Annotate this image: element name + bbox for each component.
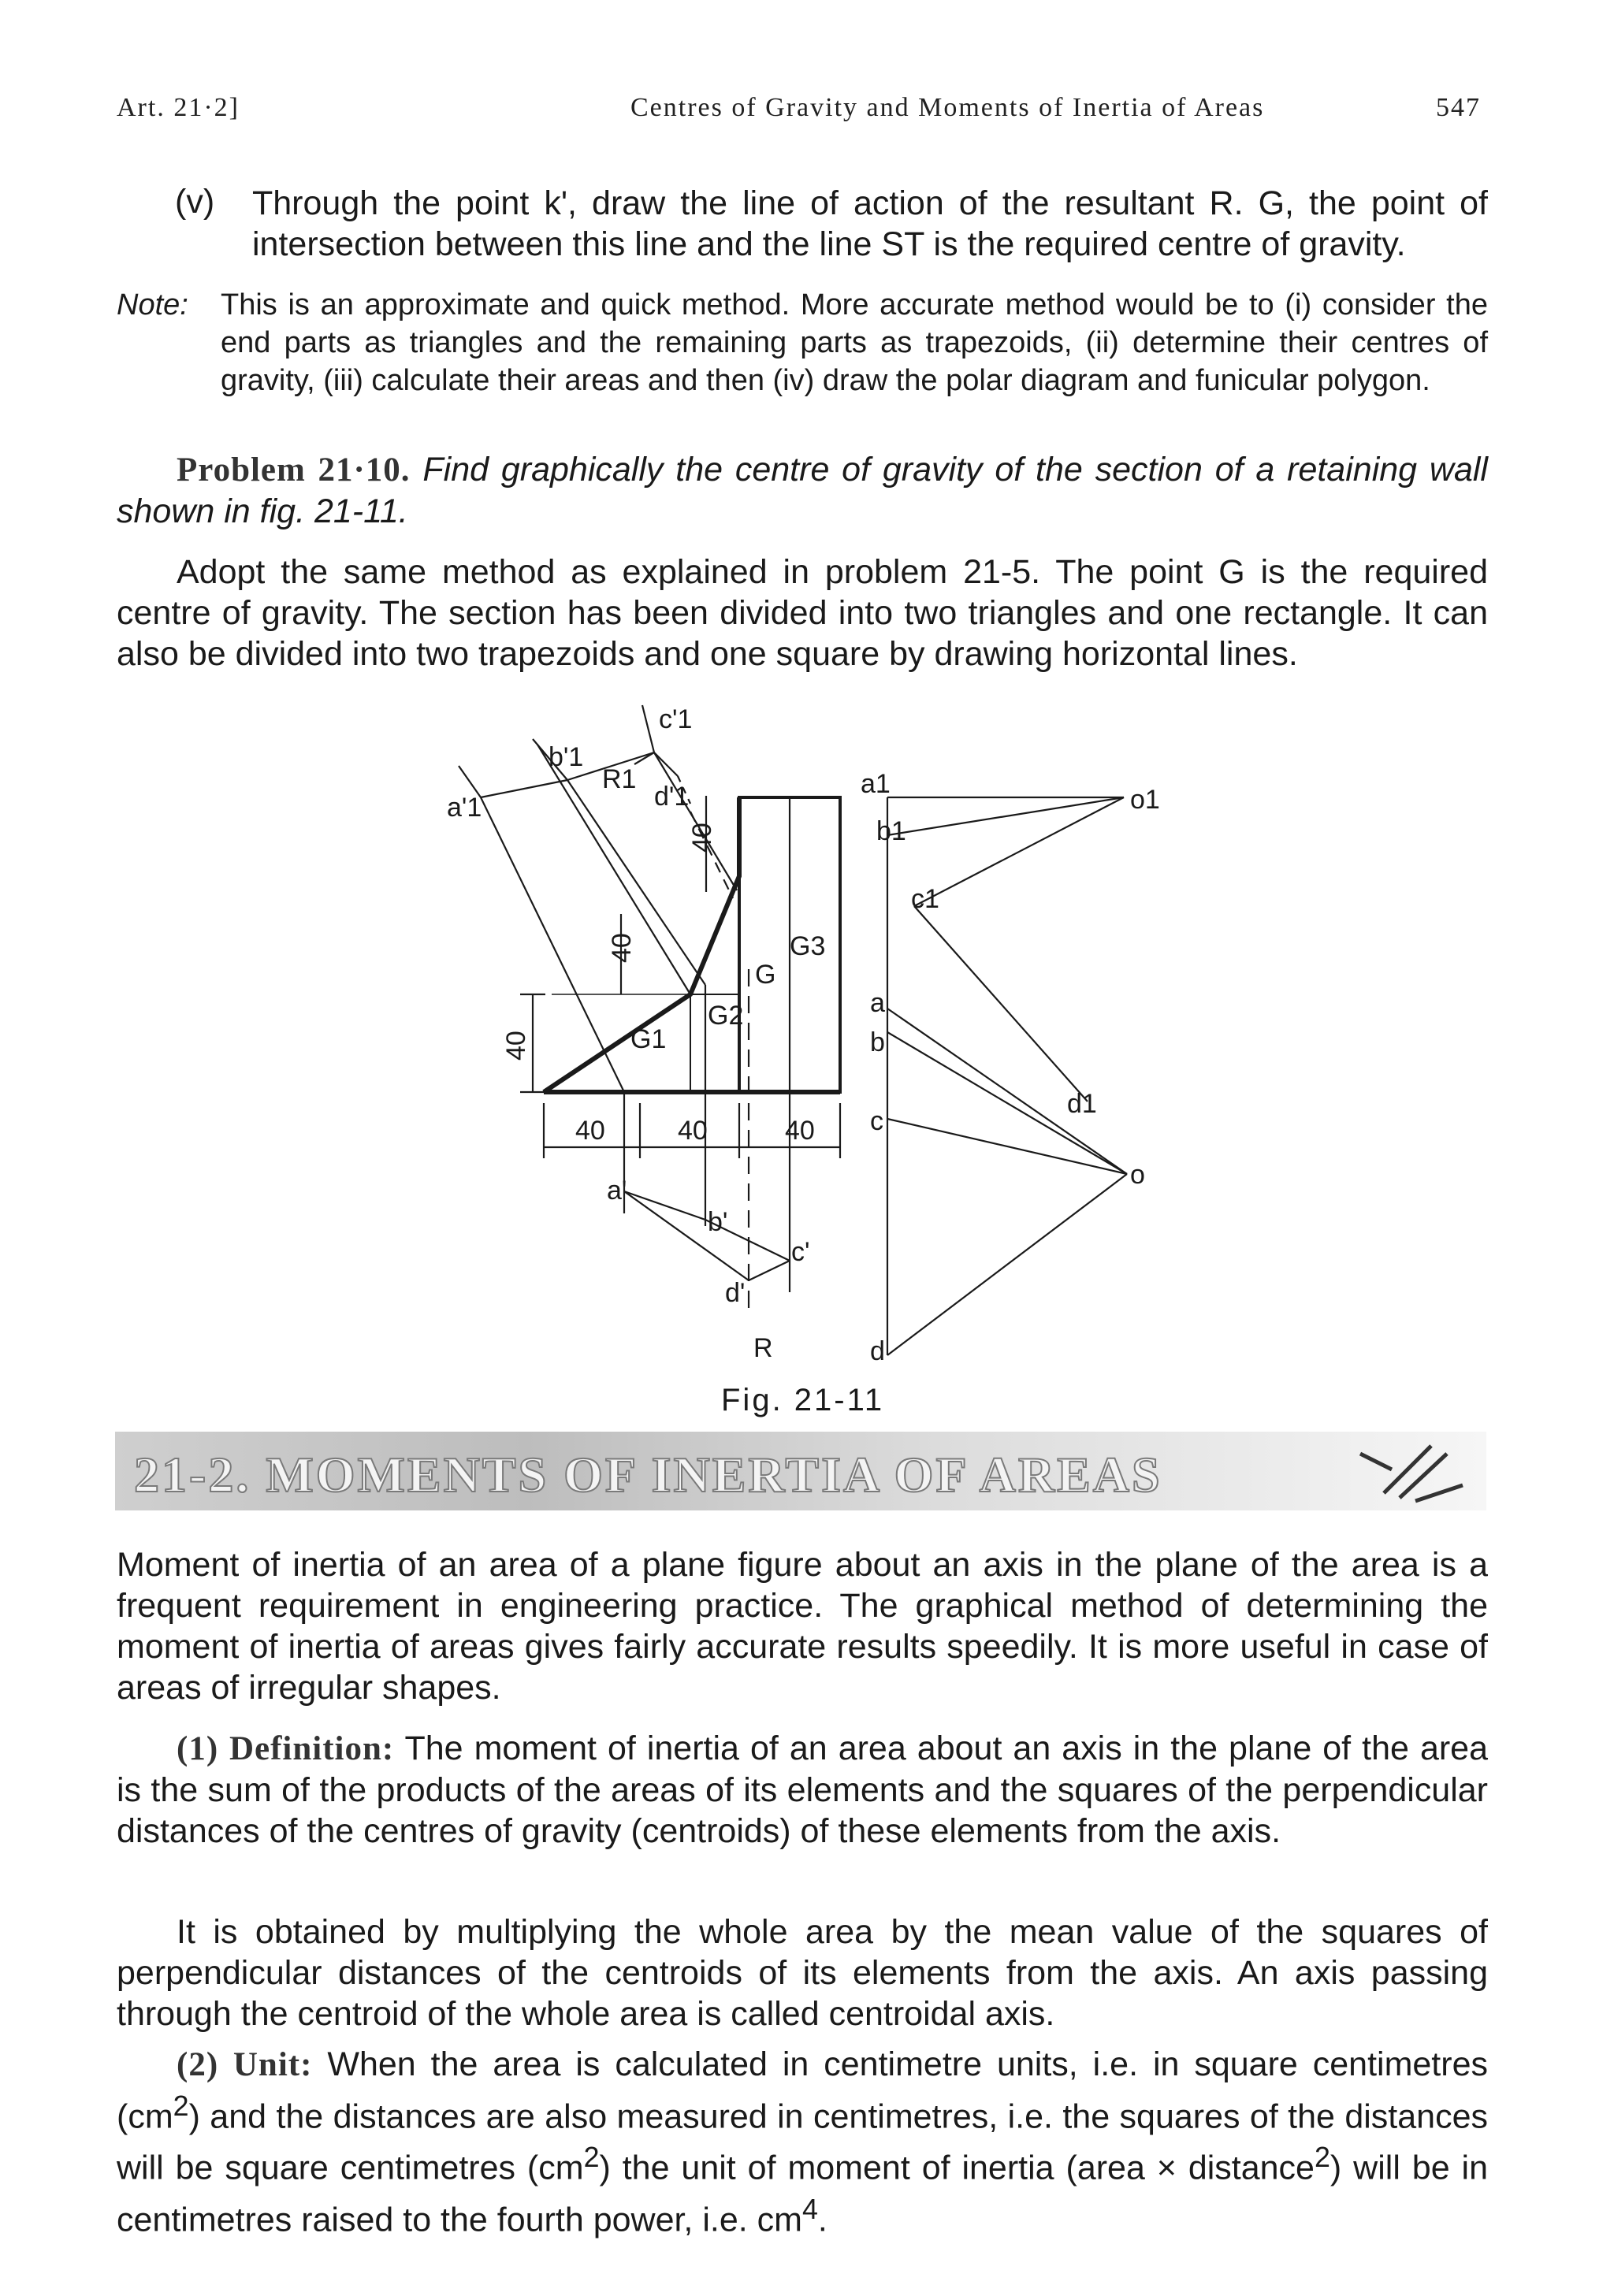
label-G: G <box>755 960 776 990</box>
unit-text-d: ) will be in centimetres raised to the fourth power, i.e. cm <box>117 2149 1488 2238</box>
note-label: Note: <box>117 288 188 321</box>
label-G3: G3 <box>790 931 826 961</box>
figure-caption: Fig. 21-11 <box>721 1383 885 1417</box>
unit-sup-4: 4 <box>801 2193 818 2225</box>
running-header-title: Centres of Gravity and Moments of Inertia of Areas <box>630 93 1265 122</box>
definition-label: (1) Definition: <box>177 1730 395 1767</box>
label-b1: b1 <box>876 816 906 846</box>
label-b-prime: b' <box>708 1207 728 1237</box>
step-v-text: Through the point k', draw the line of action of the resultant R. G, the point of intersection between this line and the line ST is the required centre of gravity. <box>252 184 1488 263</box>
intro-paragraph: Moment of inertia of an area of a plane figure about an axis in the plane of the area is a frequent requirement in engineering practice. The graphical method of determining the moment of inertia of areas gives fairly accurate results speedily. It is more useful in case of areas of irregular shapes. <box>117 1546 1488 1707</box>
dim-bottom-40-1: 40 <box>575 1116 605 1146</box>
label-d1: d1 <box>1067 1089 1097 1119</box>
label-R: R <box>753 1333 773 1363</box>
dim-top-40: 40 <box>687 823 717 853</box>
note-text: This is an approximate and quick method. More accurate method would be to (i) consider the end parts as triangles and the remaining parts as trapezoids, (ii) determine their centres of gravity, (iii) calculate their areas and then (iv) draw the polar diagram and funicular polygon. <box>221 288 1488 397</box>
dim-bottom-40-3: 40 <box>785 1116 815 1146</box>
label-d: d <box>870 1336 885 1366</box>
unit-text-a: When the area is calculated in centimetre units, i.e. in square centimetres (cm <box>117 2045 1488 2136</box>
label-a1: a1 <box>861 769 891 799</box>
dim-bottom-40-2: 40 <box>678 1116 708 1146</box>
definition-text: The moment of inertia of an area about an axis in the plane of the area is the sum of the products of the areas of its elements and the squares of the perpendicular distances of the centres of gravity (centroids) of these elements from the axis. <box>117 1729 1489 1850</box>
label-b1-prime: b'1 <box>549 742 584 772</box>
step-v-marker: (v) <box>175 183 215 221</box>
mean-paragraph: It is obtained by multiplying the whole area by the mean value of the squares of perpendicular distances of the centroids of its elements from the axis. An axis passing through the centroid of the whole area is called centroidal axis. <box>117 1913 1488 2033</box>
definition-paragraph <box>117 1728 1488 1852</box>
unit-label: (2) Unit: <box>177 2046 313 2083</box>
decorative-swirl-icon <box>1344 1438 1471 1506</box>
problem-label: Problem 21·10. <box>177 451 411 489</box>
section-title: 21-2. MOMENTS OF INERTIA OF AREAS <box>134 1447 1162 1503</box>
page-number: 547 <box>1436 93 1481 122</box>
label-o1: o1 <box>1130 785 1160 815</box>
label-a: a <box>870 988 885 1018</box>
label-c-prime: c' <box>791 1237 810 1267</box>
label-c1: c1 <box>911 884 939 914</box>
label-c1-prime: c'1 <box>659 704 693 734</box>
label-o: o <box>1130 1160 1145 1190</box>
running-header-left: Art. 21·2] <box>117 93 240 122</box>
section-banner <box>115 1432 1486 1510</box>
label-a-prime: a' <box>607 1176 627 1206</box>
label-G2: G2 <box>708 1001 744 1031</box>
label-b: b <box>870 1027 885 1057</box>
unit-sup-1: 2 <box>173 2090 189 2122</box>
unit-text-e: . <box>817 2200 827 2238</box>
unit-sup-2: 2 <box>583 2142 600 2174</box>
dim-mid-40: 40 <box>607 933 637 963</box>
problem-text: Find graphically the centre of gravity of the section of a retaining wall shown in fig. 21-11. <box>117 451 1488 530</box>
unit-paragraph <box>117 2044 1488 2240</box>
label-d1-prime: d'1 <box>654 782 690 812</box>
label-d-prime: d' <box>725 1278 746 1308</box>
method-paragraph: Adopt the same method as explained in problem 21-5. The point G is the required centre of gravity. The section has been divided into two triangles and one rectangle. It can also be divided into two trapezoids and one square by drawing horizontal lines. <box>117 553 1488 673</box>
label-a1-prime: a'1 <box>447 793 482 823</box>
unit-sup-3: 2 <box>1314 2142 1330 2174</box>
unit-text-c: ) the unit of moment of inertia (area × distance <box>599 2149 1315 2187</box>
dim-left-40: 40 <box>501 1031 531 1061</box>
label-G1: G1 <box>630 1024 667 1054</box>
label-c: c <box>870 1106 883 1136</box>
label-R1: R1 <box>602 764 637 794</box>
unit-text-b: ) and the distances are also measured in centimetres, i.e. the squares of the distances will be square centimetres (cm <box>117 2097 1488 2187</box>
